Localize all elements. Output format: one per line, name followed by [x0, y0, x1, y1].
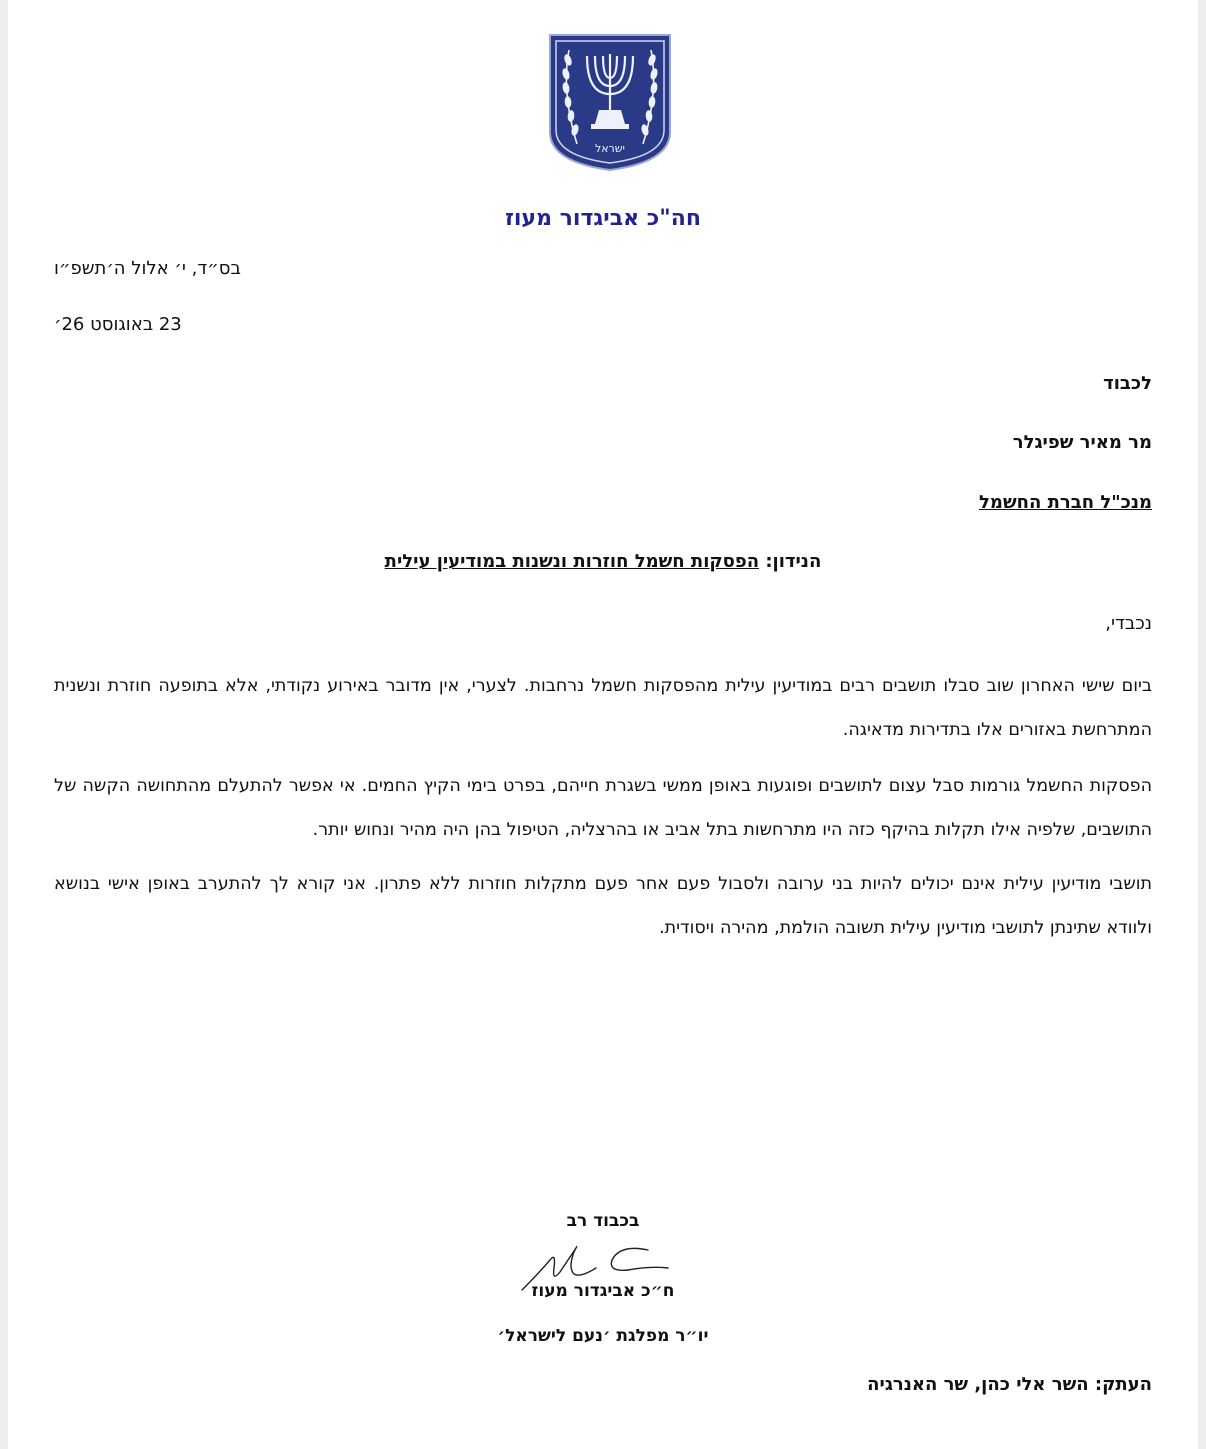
subject-text: הפסקות חשמל חוזרות ונשנות במודיעין עילית: [384, 551, 760, 572]
signer-name: ח״כ אביגדור מעוז: [531, 1281, 675, 1301]
state-of-israel-emblem-icon: [547, 32, 673, 172]
subject-line: [8, 551, 1198, 572]
greeting: נכבדי,: [1105, 613, 1152, 634]
body-paragraph-3: תושבי מודיעין עילית אינם יכולים להיות בני ערובה ולסבול פעם אחר פעם מתקלות חוזרות ללא פתרון. אני קורא לך להתערב באופן אישי בנושא ולוודא שתינתן לתושבי מודיעין עילית תשובה הולמת, מהירה ויסודית.: [54, 874, 1152, 938]
mk-title: חה"כ אביגדור מעוז: [505, 206, 701, 231]
subject-label: הנידון:: [765, 551, 822, 572]
recipient-role: מנכ"ל חברת החשמל: [979, 492, 1152, 513]
recipient-honorific: לכבוד: [1103, 373, 1152, 394]
signer-title: יו״ר מפלגת ׳נעם לישראל׳: [497, 1326, 709, 1346]
cc-line: [867, 1374, 1152, 1395]
gregorian-date: 23 באוגוסט 26׳: [54, 314, 182, 335]
cc-text: השר אלי כהן, שר האנרגיה: [867, 1374, 1089, 1395]
svg-text:ישראל: ישראל: [594, 142, 626, 155]
body-paragraph-2: הפסקות החשמל גורמות סבל עצום לתושבים ופוגעות באופן ממשי בשגרת חייהם, בפרט בימי הקיץ החמים. אי אפשר להתעלם מהתחושה הקשה של התושבים, שלפיה אילו תקלות בהיקף כזה היו מתרחשות בתל אביב או בהרצליה, הטיפול בהן היה מהיר ונחוש יותר.: [54, 776, 1152, 840]
hebrew-date: בס״ד, י׳ אלול ה׳תשפ״ו: [54, 258, 241, 279]
letter-page: [8, 0, 1198, 1449]
closing-regards: בכבוד רב: [566, 1211, 640, 1231]
cc-label: העתק:: [1094, 1374, 1152, 1395]
body-paragraph-1: ביום שישי האחרון שוב סבלו תושבים רבים במודיעין עילית מהפסקות חשמל נרחבות. לצערי, אין מדובר באירוע נקודתי, אלא בתופעה חוזרת ונשנית המתרחשת באזורים אלו בתדירות מדאיגה.: [54, 676, 1152, 740]
recipient-name: מר מאיר שפיגלר: [1012, 432, 1152, 453]
